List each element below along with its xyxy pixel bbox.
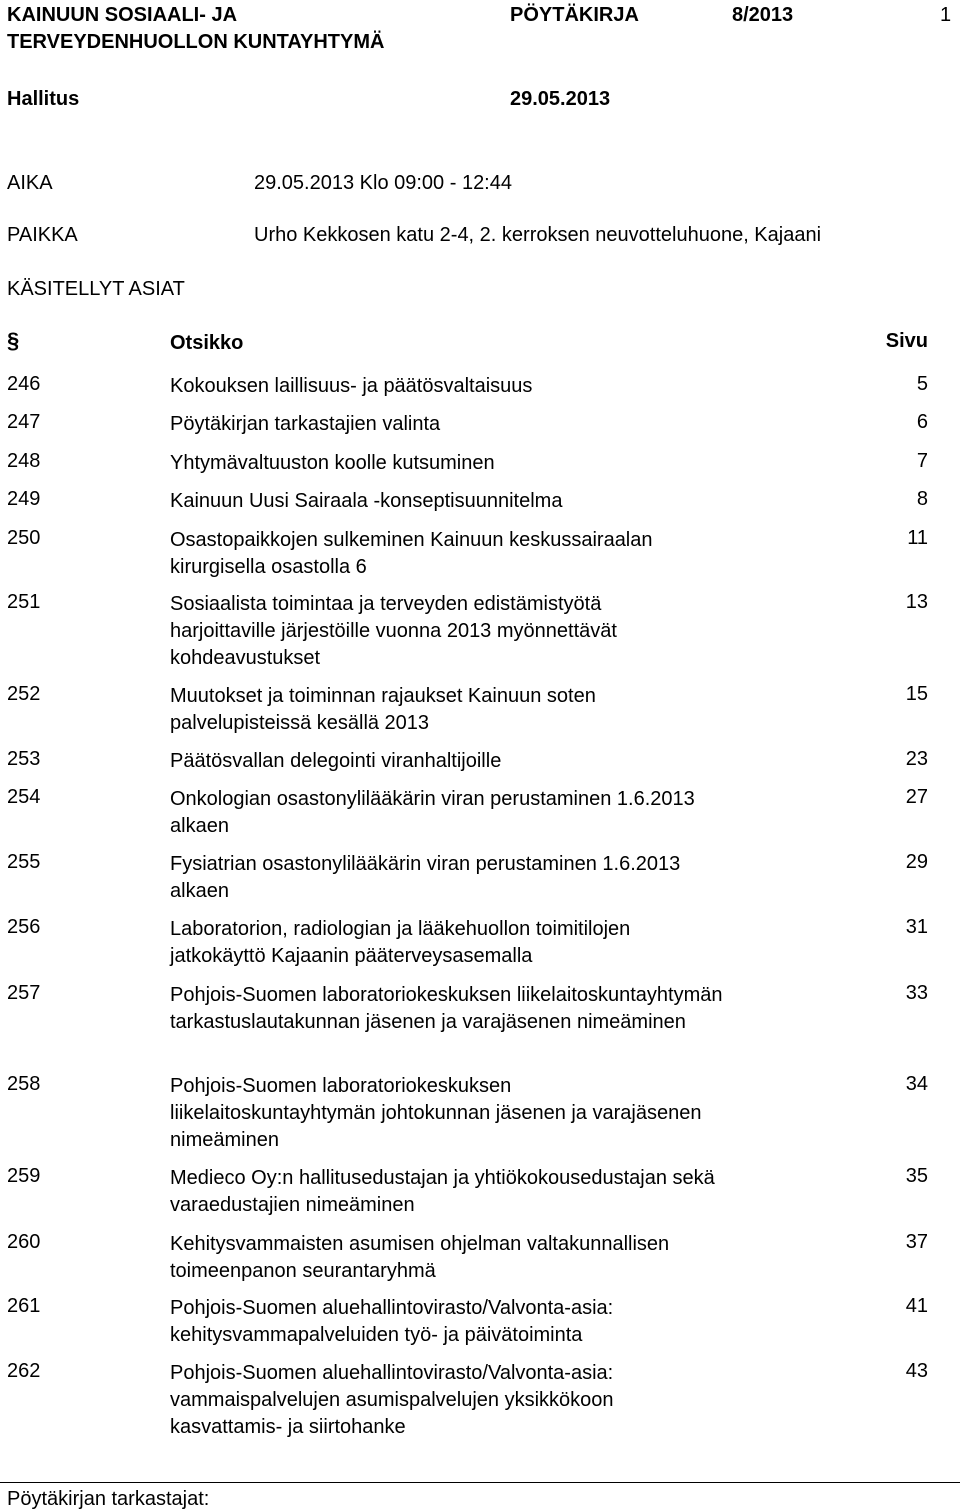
meeting-date: 29.05.2013 <box>510 88 611 110</box>
item-title: Pohjois-Suomen laboratoriokeskuksen liikelaitoskuntayhtymän tarkastuslautakunnan jäsenen ja varajäsenen nimeäminen <box>170 984 723 1033</box>
item-page: 11 <box>907 527 928 549</box>
item-number: 257 <box>7 982 41 1004</box>
item-number: 253 <box>7 748 41 770</box>
org-name-line2: TERVEYDENHUOLLON KUNTAYHTYMÄ <box>7 31 385 53</box>
item-title: Pohjois-Suomen laboratoriokeskuksen liikelaitoskuntayhtymän johtokunnan jäsenen ja varajäsenen nimeäminen <box>170 1075 702 1151</box>
item-title: Pohjois-Suomen aluehallintovirasto/Valvonta-asia: kehitysvammapalveluiden työ- ja päivätoiminta <box>170 1297 614 1346</box>
item-number: 256 <box>7 916 41 938</box>
item-title: Osastopaikkojen sulkeminen Kainuun keskussairaalan kirurgisella osastolla 6 <box>170 529 653 578</box>
time-label: AIKA <box>7 172 53 194</box>
doc-number: 8/2013 <box>732 4 794 26</box>
item-number: 250 <box>7 527 41 549</box>
item-page: 41 <box>905 1295 928 1317</box>
item-title: Pohjois-Suomen aluehallintovirasto/Valvonta-asia: vammaispalvelujen asumispalvelujen yksikkökoon kasvattamis- ja siirtohanke <box>170 1362 614 1438</box>
item-page: 6 <box>916 411 928 433</box>
item-page: 5 <box>916 373 928 395</box>
item-title: Fysiatrian osastonylilääkärin viran perustaminen 1.6.2013 alkaen <box>170 853 681 902</box>
item-number: 248 <box>7 450 41 472</box>
item-page: 8 <box>916 488 928 510</box>
org-name-line1: KAINUUN SOSIAALI- JA <box>7 4 238 26</box>
place-value: Urho Kekkosen katu 2-4, 2. kerroksen neuvotteluhuone, Kajaani <box>254 224 822 246</box>
item-number: 259 <box>7 1165 41 1187</box>
item-title: Onkologian osastonylilääkärin viran perustaminen 1.6.2013 alkaen <box>170 788 695 837</box>
item-title: Kainuun Uusi Sairaala -konseptisuunnitelma <box>170 490 563 512</box>
item-page: 33 <box>905 982 928 1004</box>
item-page: 29 <box>905 851 928 873</box>
reviewers-label: Pöytäkirjan tarkastajat: <box>7 1488 210 1510</box>
item-number: 260 <box>7 1231 41 1253</box>
item-title: Pöytäkirjan tarkastajien valinta <box>170 413 441 435</box>
footer-divider <box>0 1482 960 1483</box>
item-number: 249 <box>7 488 41 510</box>
item-title: Medieco Oy:n hallitusedustajan ja yhtiökokousedustajan sekä varaedustajien nimeäminen <box>170 1167 715 1216</box>
item-number: 246 <box>7 373 41 395</box>
item-page: 13 <box>905 591 928 613</box>
item-title: Laboratorion, radiologian ja lääkehuollon toimitilojen jatkokäyttö Kajaanin pääterveysasemalla <box>170 918 631 967</box>
item-number: 247 <box>7 411 41 433</box>
item-title: Päätösvallan delegointi viranhaltijoille <box>170 750 502 772</box>
time-value: 29.05.2013 Klo 09:00 - 12:44 <box>254 172 512 194</box>
item-title: Sosiaalista toimintaa ja terveyden edistämistyötä harjoittaville järjestöille vuonna 2013 myönnettävät kohdeavustukset <box>170 593 617 669</box>
item-number: 261 <box>7 1295 41 1317</box>
toc-page-header: Sivu <box>885 330 928 352</box>
section-title: KÄSITELLYT ASIAT <box>7 278 185 300</box>
item-number: 254 <box>7 786 41 808</box>
place-label: PAIKKA <box>7 224 78 246</box>
doc-type: PÖYTÄKIRJA <box>510 4 639 26</box>
item-page: 37 <box>905 1231 928 1253</box>
item-number: 255 <box>7 851 41 873</box>
item-page: 27 <box>905 786 928 808</box>
item-title: Muutokset ja toiminnan rajaukset Kainuun soten palvelupisteissä kesällä 2013 <box>170 685 596 734</box>
item-number: 252 <box>7 683 41 705</box>
item-number: 251 <box>7 591 41 613</box>
item-title: Kehitysvammaisten asumisen ohjelman valtakunnallisen toimeenpanon seurantaryhmä <box>170 1233 670 1282</box>
item-page: 34 <box>905 1073 928 1095</box>
item-number: 262 <box>7 1360 41 1382</box>
item-page: 15 <box>905 683 928 705</box>
item-page: 7 <box>916 450 928 472</box>
item-title: Yhtymävaltuuston koolle kutsuminen <box>170 452 495 474</box>
section-symbol: § <box>7 328 20 353</box>
item-page: 35 <box>905 1165 928 1187</box>
item-number: 258 <box>7 1073 41 1095</box>
page-number: 1 <box>940 4 952 26</box>
item-page: 23 <box>905 748 928 770</box>
item-page: 31 <box>905 916 928 938</box>
body-name: Hallitus <box>7 88 80 110</box>
toc-title-header: Otsikko <box>170 332 244 354</box>
item-page: 43 <box>905 1360 928 1382</box>
item-title: Kokouksen laillisuus- ja päätösvaltaisuus <box>170 375 533 397</box>
